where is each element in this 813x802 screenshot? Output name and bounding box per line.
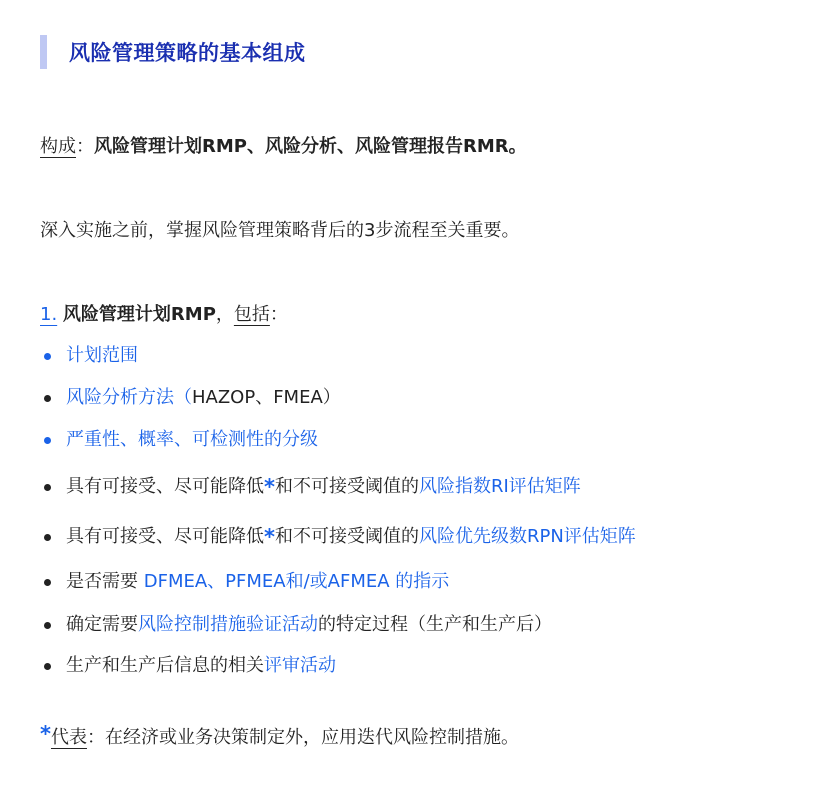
list-item bbox=[40, 385, 341, 411]
section-heading bbox=[40, 35, 306, 69]
footnote-label: 代表 bbox=[50, 727, 87, 748]
section1-colon: ： bbox=[269, 304, 288, 325]
list-item bbox=[40, 612, 552, 638]
list-item-text: 的特定过程（生产和生产后） bbox=[318, 614, 552, 635]
list-item bbox=[40, 524, 636, 550]
bullet-icon bbox=[44, 622, 51, 629]
bullet-icon bbox=[44, 395, 51, 402]
section1-heading bbox=[40, 302, 288, 328]
asterisk-mark: * bbox=[264, 475, 275, 499]
list-item-link[interactable]: 风险控制措施验证活动 bbox=[138, 614, 318, 635]
bullet-icon bbox=[44, 353, 51, 360]
list-item-text: 是否需要 bbox=[66, 571, 144, 592]
section1-comma: ， bbox=[215, 304, 234, 325]
asterisk-mark: * bbox=[264, 525, 275, 549]
section1-title: 风险管理计划RMP bbox=[62, 304, 216, 325]
list-item-link[interactable]: 风险指数RI评估矩阵 bbox=[418, 476, 581, 497]
section1-number[interactable]: 1. bbox=[40, 304, 58, 325]
list-item-text: 确定需要 bbox=[66, 614, 138, 635]
list-item-text: 和不可接受阈值的 bbox=[274, 476, 419, 497]
footnote-text: ：在经济或业务决策制定外，应用迭代风险控制措施。 bbox=[86, 727, 519, 748]
list-item bbox=[40, 474, 581, 500]
list-item bbox=[40, 427, 318, 453]
list-item bbox=[40, 569, 449, 595]
asterisk-mark: * bbox=[40, 722, 51, 746]
list-item-text[interactable]: 严重性、概率、可检测性的分级 bbox=[66, 429, 318, 450]
section1-includes: 包括 bbox=[233, 304, 270, 325]
list-item bbox=[40, 653, 336, 679]
list-item-text: 和不可接受阈值的 bbox=[274, 526, 419, 547]
intro-text: 深入实施之前，掌握风险管理策略背后的3步流程至关重要。 bbox=[40, 220, 520, 241]
list-item bbox=[40, 343, 138, 369]
list-item-text: HAZOP、FMEA） bbox=[192, 387, 341, 408]
composition-label: 构成 bbox=[40, 136, 76, 157]
heading-title: 风险管理策略的基本组成 bbox=[69, 41, 306, 65]
bullet-icon bbox=[44, 484, 51, 491]
bullet-icon bbox=[44, 579, 51, 586]
bullet-icon bbox=[44, 534, 51, 541]
bullet-icon bbox=[44, 663, 51, 670]
list-item-text[interactable]: 计划范围 bbox=[66, 345, 138, 366]
bullet-icon bbox=[44, 437, 51, 444]
list-item-text: 具有可接受、尽可能降低 bbox=[66, 476, 264, 497]
list-item-link[interactable]: 评审活动 bbox=[264, 655, 336, 676]
composition-line bbox=[40, 134, 527, 160]
composition-text: 风险管理计划RMP、风险分析、风险管理报告RMR。 bbox=[94, 136, 527, 157]
list-item-text: 生产和生产后信息的相关 bbox=[66, 655, 264, 676]
list-item-link[interactable]: DFMEA、PFMEA和/或AFMEA 的指示 bbox=[143, 571, 450, 592]
list-item-link[interactable]: 风险分析方法（ bbox=[66, 387, 192, 408]
heading-accent-bar bbox=[40, 35, 47, 69]
composition-sep: ： bbox=[76, 136, 94, 157]
footnote bbox=[40, 721, 519, 751]
list-item-link[interactable]: 风险优先级数RPN评估矩阵 bbox=[418, 526, 636, 547]
list-item-text: 具有可接受、尽可能降低 bbox=[66, 526, 264, 547]
